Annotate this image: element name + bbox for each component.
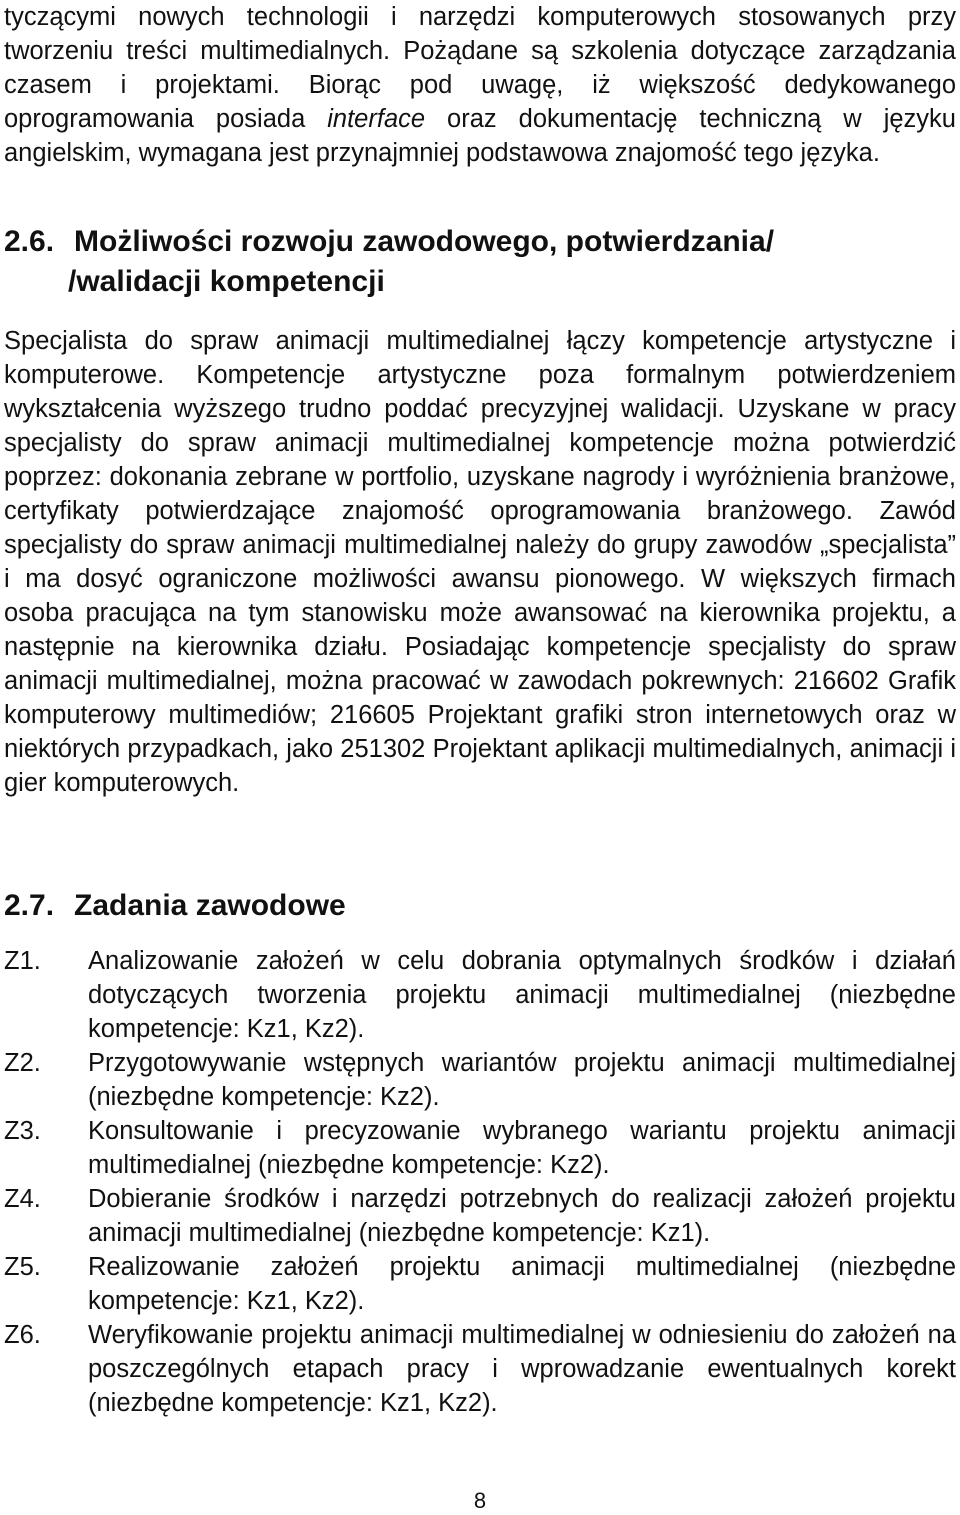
intro-paragraph — [4, 0, 956, 170]
task-text: Konsultowanie i precyzowanie wybranego wariantu projektu animacji multimedialnej (niezbędne kompetencje: Kz2). — [88, 1117, 956, 1179]
task-text: Weryfikowanie projektu animacji multimedialnej w odniesieniu do założeń na poszczególnych etapach pracy i wprowadzanie ewentualnych korekt (niezbędne kompetencje: Kz1, Kz2). — [88, 1321, 956, 1417]
section-2-6-number: 2.6. — [4, 225, 55, 258]
task-text: Przygotowywanie wstępnych wariantów projektu animacji multimedialnej (niezbędne kompetencje: Kz2). — [88, 1049, 956, 1111]
task-text: Realizowanie założeń projektu animacji multimedialnej (niezbędne kompetencje: Kz1, Kz2). — [88, 1253, 956, 1315]
task-item — [4, 1182, 956, 1250]
task-item — [4, 944, 956, 1046]
task-list — [4, 944, 956, 1420]
task-code: Z2. — [4, 1049, 41, 1077]
task-code: Z5. — [4, 1253, 41, 1281]
task-code: Z6. — [4, 1321, 41, 1349]
intro-text-part1: tyczącymi nowych technologii i narzędzi komputerowych stosowanych przy tworzeniu treści multimedialnych. Pożądane są szkolenia dotyczące zarządzania czasem i projektami. Biorąc pod uwagę, iż większość dedykowanego oprogramowania posiada — [4, 3, 956, 133]
intro-text-italic: interface — [327, 105, 426, 133]
section-2-6-heading — [4, 222, 956, 302]
task-code: Z1. — [4, 947, 41, 975]
section-2-6-title-line2: /walidacji kompetencji — [68, 265, 385, 298]
section-2-7-title: Zadania zawodowe — [74, 889, 346, 922]
section-2-6-title-line1: Możliwości rozwoju zawodowego, potwierdzania/ — [74, 225, 775, 258]
section-2-6-body: Specjalista do spraw animacji multimedialnej łączy kompetencje artystyczne i komputerowe. Kompetencje artystyczne poza formalnym potwierdzeniem wykształcenia wyższego trudno poddać precyzyjnej walidacji. Uzyskane w pracy specjalisty do spraw animacji multimedialnej kompetencje można potwierdzić poprzez: dokonania zebrane w portfolio, uzyskane nagrody i wyróżnienia branżowe, certyfikaty potwierdzające znajomość oprogramowania branżowego. Zawód specjalisty do spraw animacji multimedialnej należy do grupy zawodów „specjalista” i ma dosyć ograniczone możliwości awansu pionowego. W większych firmach osoba pracująca na tym stanowisku może awansować na kierownika projektu, a następnie na kierownika działu. Posiadając kompetencje specjalisty do spraw animacji multimedialnej, można pracować w zawodach pokrewnych: 216602 Grafik komputerowy multimediów; 216605 Projektant grafiki stron internetowych oraz w niektórych przypadkach, jako 251302 Projektant aplikacji multimedialnych, animacji i gier komputerowych. — [4, 327, 956, 797]
task-item — [4, 1318, 956, 1420]
task-item — [4, 1114, 956, 1182]
page-number: 8 — [473, 1488, 487, 1513]
section-2-7-heading — [4, 886, 956, 926]
task-code: Z3. — [4, 1117, 41, 1145]
task-text: Analizowanie założeń w celu dobrania optymalnych środków i działań dotyczących tworzenia projektu animacji multimedialnej (niezbędne kompetencje: Kz1, Kz2). — [88, 947, 956, 1043]
intro-text-part2: oraz dokumentację techniczną w języku angielskim, wymagana jest przynajmniej podstawowa znajomość tego języka. — [4, 105, 956, 167]
task-item — [4, 1250, 956, 1318]
section-2-7-number: 2.7. — [4, 889, 55, 922]
task-text: Dobieranie środków i narzędzi potrzebnych do realizacji założeń projektu animacji multimedialnej (niezbędne kompetencje: Kz1). — [88, 1185, 956, 1247]
task-code: Z4. — [4, 1185, 41, 1213]
task-item — [4, 1046, 956, 1114]
